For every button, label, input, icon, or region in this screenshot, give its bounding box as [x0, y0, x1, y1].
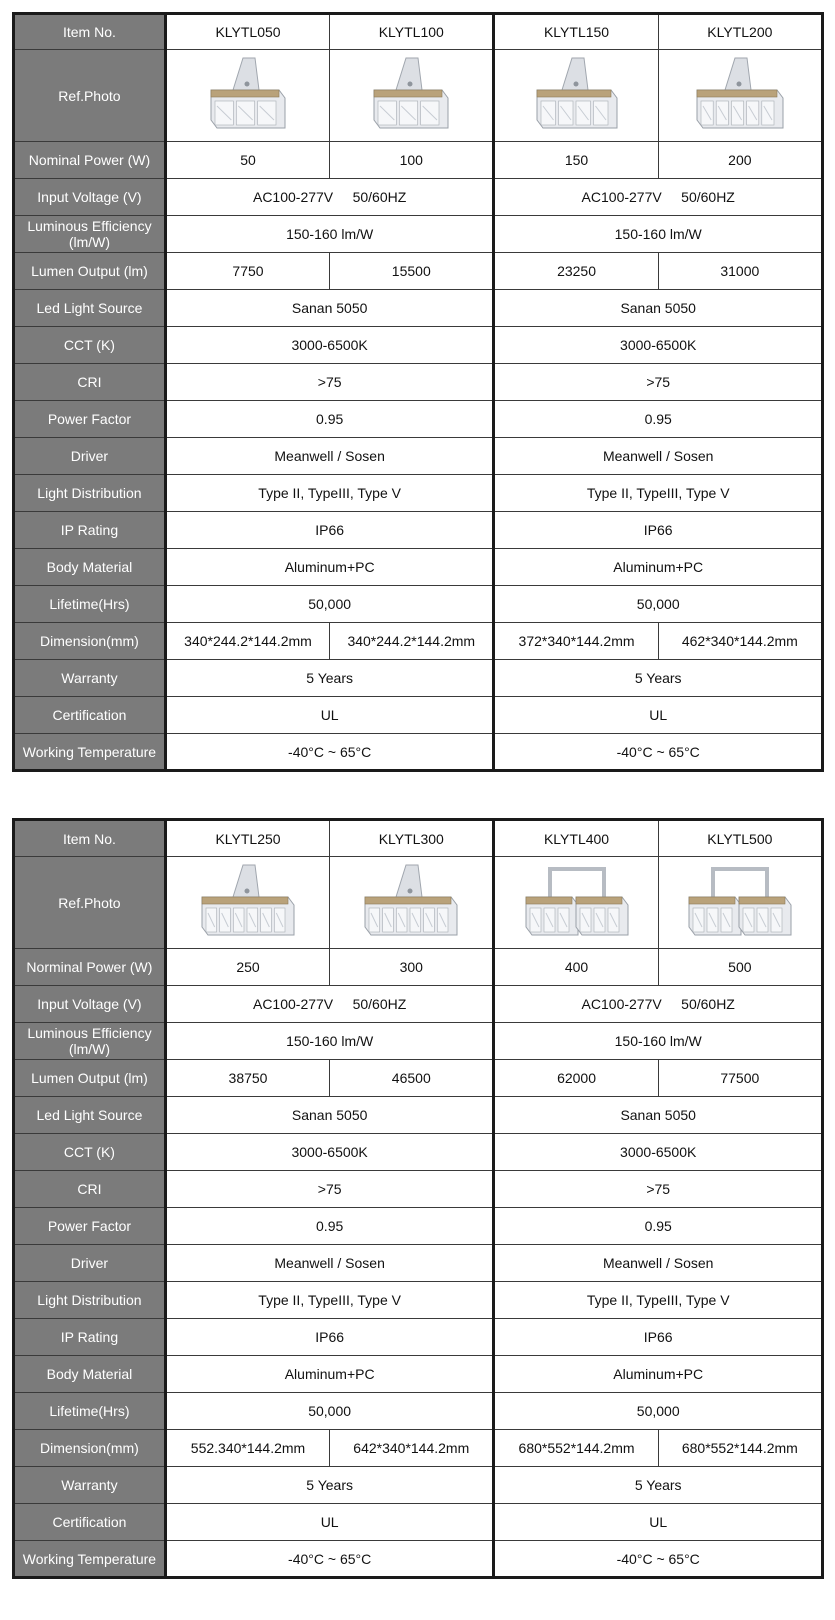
spec-row-lumen-output-lm	[14, 1060, 823, 1097]
row-label: IP Rating	[14, 1319, 166, 1356]
spec-value: 7750	[165, 253, 329, 290]
spec-row-lifetime-hrs	[14, 1393, 823, 1430]
spec-value-group: 5 Years	[165, 1467, 494, 1504]
floodlight-double-module-icon	[661, 861, 819, 945]
model-number: KLYTL050	[165, 14, 329, 50]
spec-value-group: 50,000	[165, 1393, 494, 1430]
spec-value-group: Meanwell / Sosen	[494, 1245, 823, 1282]
spec-value-group: Aluminum+PC	[494, 549, 823, 586]
spec-row-ip-rating	[14, 1319, 823, 1356]
spec-value: 300	[330, 949, 494, 986]
spec-value-group: 50,000	[165, 586, 494, 623]
row-label: Input Voltage (V)	[14, 986, 166, 1023]
spec-value-group: Meanwell / Sosen	[165, 438, 494, 475]
spec-value: 46500	[330, 1060, 494, 1097]
spec-row-item-no	[14, 820, 823, 857]
model-number: KLYTL400	[494, 820, 658, 857]
spec-row-led-light-source	[14, 1097, 823, 1134]
spec-value: 340*244.2*144.2mm	[330, 623, 494, 660]
spec-row-cct-k	[14, 327, 823, 364]
row-label: Dimension(mm)	[14, 1430, 166, 1467]
spec-row-warranty	[14, 1467, 823, 1504]
floodlight-3-module-icon	[169, 54, 327, 138]
floodlight-6-module-icon	[332, 861, 490, 945]
spec-value-group: UL	[494, 1504, 823, 1541]
spec-row-led-light-source	[14, 290, 823, 327]
floodlight-5-module-icon	[661, 54, 819, 138]
row-label: Ref.Photo	[14, 50, 166, 142]
spec-row-ip-rating	[14, 512, 823, 549]
spec-value-group: -40°C ~ 65°C	[494, 734, 823, 771]
spec-row-input-voltage-v	[14, 179, 823, 216]
spec-row-power-factor	[14, 401, 823, 438]
spec-row-cri	[14, 1171, 823, 1208]
spec-value: 23250	[494, 253, 658, 290]
spec-value-group: 0.95	[494, 1208, 823, 1245]
spec-row-dimension-mm	[14, 623, 823, 660]
spec-value-group: 3000-6500K	[165, 327, 494, 364]
spec-row-nominal-power-w	[14, 142, 823, 179]
row-label: Working Temperature	[14, 1541, 166, 1578]
row-label: Item No.	[14, 14, 166, 50]
row-label: Light Distribution	[14, 475, 166, 512]
spec-value: 400	[494, 949, 658, 986]
row-label: Body Material	[14, 1356, 166, 1393]
spec-row-certification	[14, 1504, 823, 1541]
spec-value-group: -40°C ~ 65°C	[165, 1541, 494, 1578]
spec-value-group: >75	[165, 364, 494, 401]
spec-value-group: Aluminum+PC	[165, 549, 494, 586]
spec-value: 462*340*144.2mm	[658, 623, 822, 660]
spec-value-group: Meanwell / Sosen	[494, 438, 823, 475]
row-label: Dimension(mm)	[14, 623, 166, 660]
spec-row-working-temperature	[14, 1541, 823, 1578]
spec-value: 500	[658, 949, 822, 986]
row-label: Power Factor	[14, 401, 166, 438]
spec-value: 200	[658, 142, 822, 179]
spec-value: 31000	[658, 253, 822, 290]
spec-value-group: Aluminum+PC	[165, 1356, 494, 1393]
spec-value: 340*244.2*144.2mm	[165, 623, 329, 660]
spec-row-cri	[14, 364, 823, 401]
spec-row-norminal-power-w	[14, 949, 823, 986]
row-label: CCT (K)	[14, 1134, 166, 1171]
spec-value-group: Type II, TypeIII, Type V	[494, 1282, 823, 1319]
spec-value-group: >75	[494, 364, 823, 401]
spec-row-item-no	[14, 14, 823, 50]
spec-value-group: AC100-277V 50/60HZ	[165, 179, 494, 216]
ref-photo	[658, 857, 822, 949]
spec-value-group: 3000-6500K	[494, 1134, 823, 1171]
spec-value: 372*340*144.2mm	[494, 623, 658, 660]
spec-table-2	[12, 818, 824, 1579]
spec-value-group: UL	[165, 697, 494, 734]
spec-value-group: IP66	[165, 512, 494, 549]
row-label: Lumen Output (lm)	[14, 253, 166, 290]
spec-value: 62000	[494, 1060, 658, 1097]
ref-photo	[330, 857, 494, 949]
spec-value: 642*340*144.2mm	[330, 1430, 494, 1467]
spec-row-driver	[14, 438, 823, 475]
spec-value-group: 150-160 lm/W	[494, 216, 823, 253]
spec-value-group: Sanan 5050	[494, 1097, 823, 1134]
spec-value-group: 150-160 lm/W	[165, 1023, 494, 1060]
spec-row-power-factor	[14, 1208, 823, 1245]
row-label: Driver	[14, 1245, 166, 1282]
row-label: Certification	[14, 697, 166, 734]
ref-photo	[165, 50, 329, 142]
spec-row-luminous-efficiency-lm-w	[14, 216, 823, 253]
model-number: KLYTL250	[165, 820, 329, 857]
spec-value-group: IP66	[494, 512, 823, 549]
ref-photo	[494, 857, 658, 949]
spec-row-light-distribution	[14, 1282, 823, 1319]
row-label: Power Factor	[14, 1208, 166, 1245]
spec-value-group: AC100-277V 50/60HZ	[165, 986, 494, 1023]
spec-value-group: IP66	[494, 1319, 823, 1356]
spec-row-lifetime-hrs	[14, 586, 823, 623]
floodlight-3-module-icon	[332, 54, 490, 138]
row-label: Luminous Efficiency (lm/W)	[14, 216, 166, 253]
spec-value-group: -40°C ~ 65°C	[165, 734, 494, 771]
spec-value-group: Aluminum+PC	[494, 1356, 823, 1393]
row-label: Light Distribution	[14, 1282, 166, 1319]
spec-row-cct-k	[14, 1134, 823, 1171]
row-label: Item No.	[14, 820, 166, 857]
row-label: CCT (K)	[14, 327, 166, 364]
spec-row-luminous-efficiency-lm-w	[14, 1023, 823, 1060]
row-label: Lifetime(Hrs)	[14, 1393, 166, 1430]
spec-value-group: Sanan 5050	[165, 1097, 494, 1134]
row-label: Warranty	[14, 1467, 166, 1504]
spec-value: 100	[330, 142, 494, 179]
spec-value: 50	[165, 142, 329, 179]
row-label: Warranty	[14, 660, 166, 697]
row-label: Lumen Output (lm)	[14, 1060, 166, 1097]
spec-value-group: -40°C ~ 65°C	[494, 1541, 823, 1578]
row-label: Driver	[14, 438, 166, 475]
spec-value-group: 50,000	[494, 586, 823, 623]
spec-row-driver	[14, 1245, 823, 1282]
spec-row-body-material	[14, 549, 823, 586]
spec-row-ref-photo	[14, 857, 823, 949]
model-number: KLYTL150	[494, 14, 658, 50]
spec-value: 250	[165, 949, 329, 986]
row-label: Luminous Efficiency (lm/W)	[14, 1023, 166, 1060]
spec-row-working-temperature	[14, 734, 823, 771]
floodlight-6-module-icon	[169, 861, 327, 945]
spec-value-group: 50,000	[494, 1393, 823, 1430]
spec-row-body-material	[14, 1356, 823, 1393]
spec-table-1	[12, 12, 824, 772]
spec-value-group: 3000-6500K	[165, 1134, 494, 1171]
spec-row-light-distribution	[14, 475, 823, 512]
spec-value-group: AC100-277V 50/60HZ	[494, 179, 823, 216]
spec-row-ref-photo	[14, 50, 823, 142]
floodlight-4-module-icon	[497, 54, 655, 138]
spec-value-group: UL	[165, 1504, 494, 1541]
spec-value-group: Sanan 5050	[165, 290, 494, 327]
spec-value: 150	[494, 142, 658, 179]
spec-value-group: 0.95	[494, 401, 823, 438]
row-label: IP Rating	[14, 512, 166, 549]
spec-value-group: 0.95	[165, 401, 494, 438]
spec-value: 15500	[330, 253, 494, 290]
row-label: Certification	[14, 1504, 166, 1541]
spec-value: 552.340*144.2mm	[165, 1430, 329, 1467]
row-label: Led Light Source	[14, 290, 166, 327]
floodlight-double-module-icon	[497, 861, 655, 945]
row-label: Nominal Power (W)	[14, 142, 166, 179]
spec-value: 38750	[165, 1060, 329, 1097]
spec-value-group: Type II, TypeIII, Type V	[165, 475, 494, 512]
row-label: Body Material	[14, 549, 166, 586]
spec-value-group: UL	[494, 697, 823, 734]
spec-row-certification	[14, 697, 823, 734]
spec-row-input-voltage-v	[14, 986, 823, 1023]
model-number: KLYTL500	[658, 820, 822, 857]
spec-row-lumen-output-lm	[14, 253, 823, 290]
row-label: Led Light Source	[14, 1097, 166, 1134]
row-label: Ref.Photo	[14, 857, 166, 949]
spec-value-group: Type II, TypeIII, Type V	[494, 475, 823, 512]
spec-value: 680*552*144.2mm	[658, 1430, 822, 1467]
row-label: CRI	[14, 364, 166, 401]
spec-value-group: Sanan 5050	[494, 290, 823, 327]
ref-photo	[494, 50, 658, 142]
row-label: Lifetime(Hrs)	[14, 586, 166, 623]
spec-value: 77500	[658, 1060, 822, 1097]
spec-value-group: 5 Years	[165, 660, 494, 697]
spec-row-dimension-mm	[14, 1430, 823, 1467]
spec-value-group: Type II, TypeIII, Type V	[165, 1282, 494, 1319]
spec-value-group: 150-160 lm/W	[494, 1023, 823, 1060]
spec-value-group: Meanwell / Sosen	[165, 1245, 494, 1282]
ref-photo	[658, 50, 822, 142]
model-number: KLYTL300	[330, 820, 494, 857]
row-label: Input Voltage (V)	[14, 179, 166, 216]
spec-value-group: 3000-6500K	[494, 327, 823, 364]
ref-photo	[165, 857, 329, 949]
row-label: Norminal Power (W)	[14, 949, 166, 986]
model-number: KLYTL100	[330, 14, 494, 50]
spec-value: 680*552*144.2mm	[494, 1430, 658, 1467]
spec-value-group: 5 Years	[494, 660, 823, 697]
row-label: CRI	[14, 1171, 166, 1208]
spec-value-group: 0.95	[165, 1208, 494, 1245]
spec-value-group: >75	[494, 1171, 823, 1208]
spec-row-warranty	[14, 660, 823, 697]
spec-value-group: 150-160 lm/W	[165, 216, 494, 253]
row-label: Working Temperature	[14, 734, 166, 771]
spec-value-group: IP66	[165, 1319, 494, 1356]
spec-value-group: 5 Years	[494, 1467, 823, 1504]
spec-value-group: >75	[165, 1171, 494, 1208]
ref-photo	[330, 50, 494, 142]
model-number: KLYTL200	[658, 14, 822, 50]
spec-value-group: AC100-277V 50/60HZ	[494, 986, 823, 1023]
